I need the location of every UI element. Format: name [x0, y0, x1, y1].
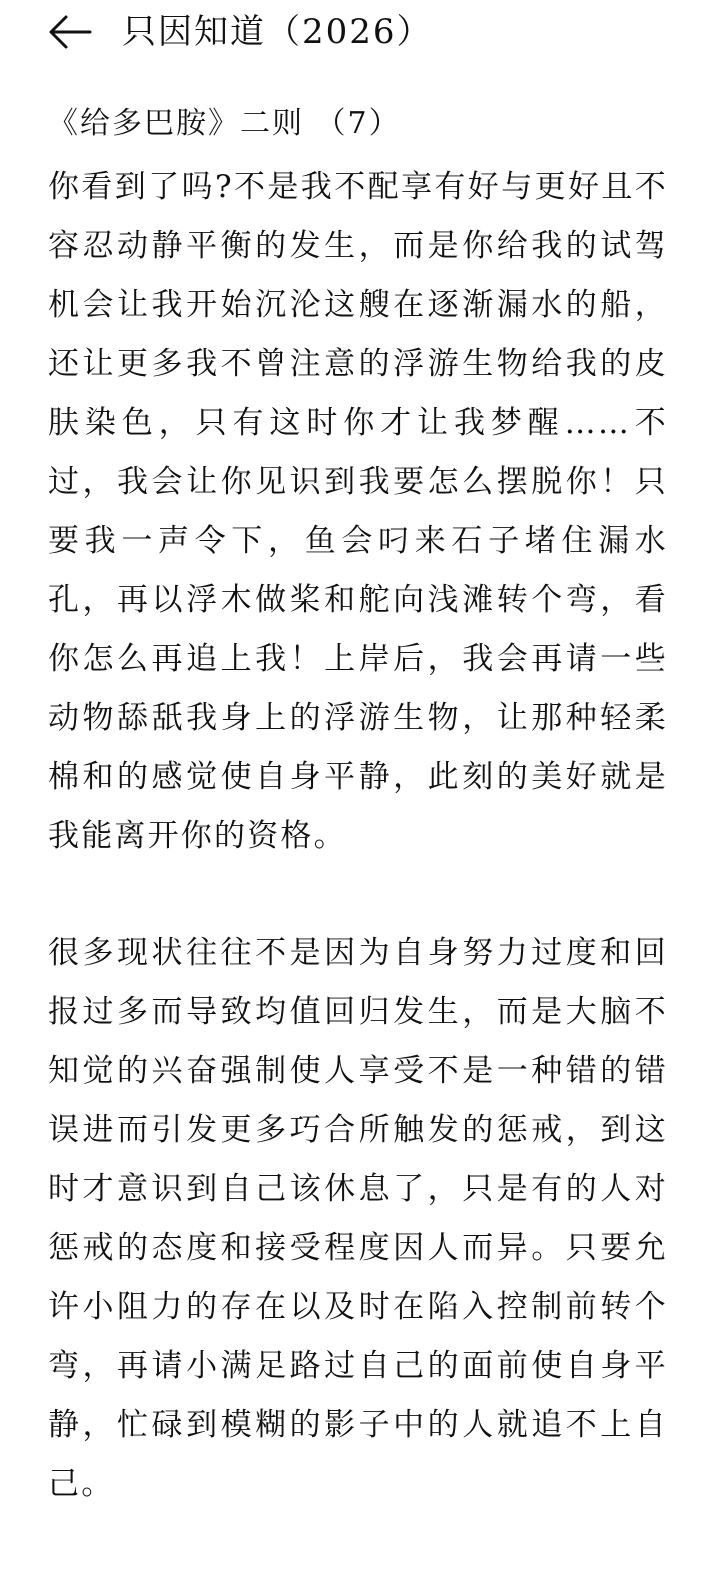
- app-header: [0, 0, 720, 68]
- page-title: 只因知道（2026）: [122, 12, 433, 52]
- article-body: [48, 102, 668, 1514]
- scrollbar[interactable]: [706, 0, 720, 1591]
- back-button[interactable]: [46, 14, 94, 50]
- article-subtitle: 《给多巴胺》二则 （7）: [48, 106, 401, 141]
- paragraph-2: 很多现状往往不是因为自身努力过度和回报过多而导致均值回归发生，而是大脑不知觉的兴奋强制使人享受不是一种错的错误进而引发更多巧合所触发的惩戒，到这时才意识到自己该休息了，只是有的人对惩戒的态度和接受程度因人而异。只要允许小阻力的存在以及时在陷入控制前转个弯，再请小满足路过自己的面前使自身平静，忙碌到模糊的影子中的人就追不上自己。: [48, 935, 668, 1502]
- paragraph-1: 你看到了吗?不是我不配享有好与更好且不容忍动静平衡的发生，而是你给我的试驾机会让我开始沉沦这艘在逐渐漏水的船，还让更多我不曾注意的浮游生物给我的皮肤染色，只有这时你才让我梦醒……不过，我会让你见识到我要怎么摆脱你！只要我一声令下，鱼会叼来石子堵住漏水孔，再以浮木做桨和舵向浅滩转个弯，看你怎么再追上我！上岸后，我会再请一些动物舔舐我身上的浮游生物，让那种轻柔棉和的感觉使自身平静，此刻的美好就是我能离开你的资格。: [48, 169, 668, 854]
- arrow-left-icon: [46, 14, 94, 50]
